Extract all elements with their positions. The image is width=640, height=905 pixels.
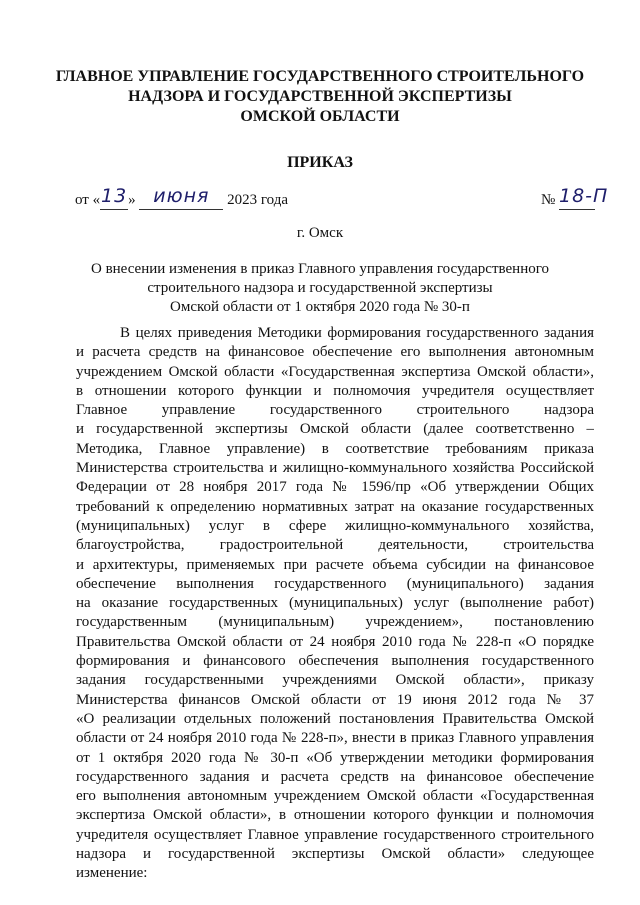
header-line-3: ОМСКОЙ ОБЛАСТИ <box>240 108 400 125</box>
date-number-line <box>75 185 609 216</box>
body-line: Правительства Омской области от 24 ноября 2010 года № 228-п «О порядке <box>76 633 594 650</box>
body-line: и архитектуры, применяемых при расчете объема субсидии на финансовое <box>76 556 594 573</box>
body-line: изменение: <box>76 865 148 882</box>
body-line: в отношении которого функции и полномочия учредителя осуществляет <box>76 382 594 399</box>
subject-line: строительного надзора и государственной экспертизы <box>147 280 493 296</box>
agency-header <box>40 67 600 127</box>
body-line: на оказание государственных (муниципальных) услуг (выполнение работ) <box>76 595 594 612</box>
number-handwritten: 18-П <box>559 185 609 207</box>
date-year: 2023 года <box>227 192 288 208</box>
body-line: экспертиза Омской области», в отношении которого функции и полномочия <box>76 807 594 824</box>
body-line: учредителя осуществляет Главное управление государственного строительного <box>76 826 594 843</box>
body-line: (муниципальных) услуг в сфере жилищно-коммунального хозяйства, <box>76 517 594 534</box>
body-line: В целях приведения Методики формирования государственного задания <box>120 325 594 341</box>
date-mid: » <box>128 192 136 208</box>
date-day-handwritten: 13 <box>101 185 128 207</box>
number-prefix: № <box>540 192 556 208</box>
city: г. Омск <box>296 225 344 241</box>
order-number <box>540 185 609 210</box>
order-date <box>75 187 288 210</box>
body-line: государственным (муниципальным) учреждением», постановлению <box>76 614 594 631</box>
body-line: учреждением Омской области «Государственная экспертиза Омской области», <box>76 363 594 380</box>
body-line: Министерства строительства и жилищно-коммунального хозяйства Российской <box>76 460 594 477</box>
header-line-1: ГЛАВНОЕ УПРАВЛЕНИЕ ГОСУДАРСТВЕННОГО СТРОИТЕЛЬНОГО <box>55 68 585 85</box>
body-line: задания государственными учреждениями Омской области», приказу <box>76 672 594 689</box>
body-line: его выполнения автономным учреждением Омской области «Государственная <box>76 788 594 805</box>
body-line: благоустройства, градостроительной деятельности, строительства <box>76 537 594 554</box>
body-line: Методика, Главное управление) в соответствие требованиям приказа <box>76 440 594 457</box>
date-month-field <box>139 187 223 210</box>
body-line: надзора и государственной экспертизы Омской области» следующее <box>76 846 594 863</box>
order-subject <box>70 260 570 317</box>
body-line: и государственной экспертизы Омской области (далее соответственно – <box>76 421 594 438</box>
subject-line: Омской области от 1 октября 2020 года № 30-п <box>170 299 470 315</box>
body-line: государственного задания и расчета средств на финансовое обеспечение <box>76 768 594 785</box>
body-line: от 1 октября 2020 года № 30-п «Об утверждении методики формирования <box>76 749 594 766</box>
order-body <box>76 324 594 884</box>
number-field <box>559 185 609 210</box>
date-month-handwritten: июня <box>153 185 210 207</box>
subject-line: О внесении изменения в приказ Главного управления государственного <box>90 261 549 277</box>
body-line: обеспечение выполнения государственного (муниципального) задания <box>76 575 594 592</box>
body-line: области от 24 ноября 2010 года № 228-п», внести в приказ Главного управления <box>76 730 594 747</box>
body-line: Министерства финансов Омской области от 19 июня 2012 года № 37 <box>76 691 594 708</box>
body-line: Федерации от 28 ноября 2017 года № 1596/пр «Об утверждении Общих <box>76 479 594 496</box>
body-line: требований к определению нормативных затрат на оказание государственных <box>76 498 594 515</box>
body-line: формирования и финансового обеспечения выполнения государственного <box>76 653 594 670</box>
body-line: «О реализации отдельных положений постановления Правительства Омской <box>76 710 594 727</box>
order-title: ПРИКАЗ <box>287 154 353 171</box>
date-prefix: от « <box>75 192 101 208</box>
date-day-field <box>100 187 128 210</box>
body-line: Главное управление государственного строительного надзора <box>76 402 594 419</box>
header-line-2: НАДЗОРА И ГОСУДАРСТВЕННОЙ ЭКСПЕРТИЗЫ <box>128 88 512 105</box>
body-line: и расчета средств на финансовое обеспечение его выполнения автономным <box>76 344 594 361</box>
